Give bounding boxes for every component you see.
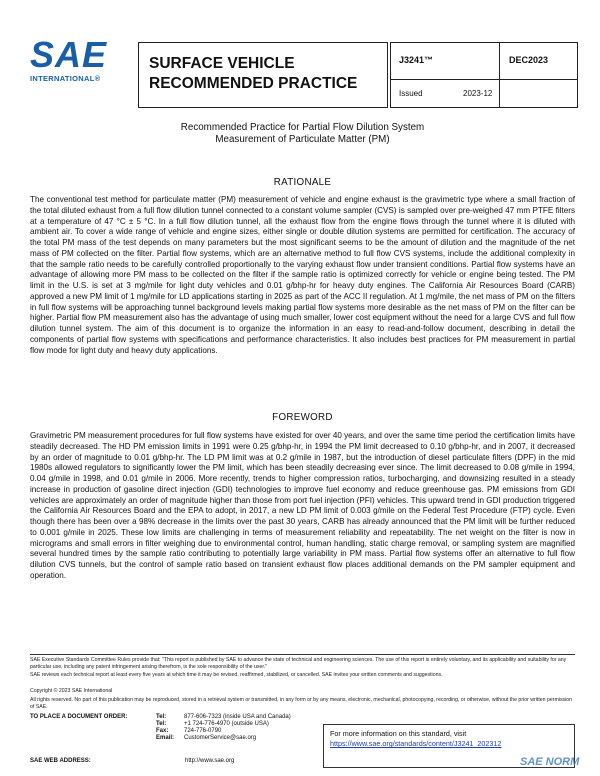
issued-label: Issued [399,89,423,98]
order-label: TO PLACE A DOCUMENT ORDER: [30,714,128,720]
doc-type-line2: RECOMMENDED PRACTICE [149,75,358,92]
email-address[interactable]: CustomerService@sae.org [184,735,257,741]
title-box [138,42,388,108]
rights-note: All rights reserved. No part of this publication may be reproduced, stored in a retrieval system or transmitted, in any form or by any means, electronic, mechanical, photocopying, recording, or otherwise, without the prior written permission of SAE. [30,697,573,710]
email-label: Email: [156,735,175,741]
foreword-text: Gravimetric PM measurement procedures for full flow systems have existed for over 40 years, and over the same time period the certification limits have steadily decreased. The HD PM emission limits in 1991 were 0.25 g/bhp-hr, in 1994 the PM limit decreased to 0.10 g/bhp-hr, and in 2007, it decreased by an order of magnitude to 0.01 g/bhp-hr. The LD PM limit was at 0.2 g/mile in 1987, but the introduction of diesel particulate filters (DPF) in the mid 1980s allowed regulators to significantly lower the PM limit, which has been steadily decreasing ever since. The limit decreased to 0.08 g/mile in 1994, 0.04 g/mile in 1998, and 0.01 g/mile in 2006. More recently, trends to higher compression ratios, turbocharging, and downsizing resulted in a steady increase in production of gasoline direct injection (GDI) technologies to improve fuel economy and reduce greenhouse gas. PM emissions from GDI vehicles are approximately an order of magnitude higher than those from port fuel injection (PFI) vehicles. This upward trend in GDI production triggered the California Air Resources Board and the EPA to adopt, in 2017, a new LD PM limit of 0.003 g/mile on the Federal Test Procedure (FTP) cycle. Even though there has been over a 98% decrease in the limits over the past 30 years, CARB has already announced that the PM limit will be further reduced to 0.001 g/mile in 2025. These low limits are challenging in terms of measurement reliability and repeatability. The net weight on the filter is now in micrograms and small errors in filter weighing due to environmental control, human handling, static charge removal, or sampling system are magnified several hundred times by the sample ratio contributing to potentially large variability in PM mass. Partial flow systems offer an alternative to full flow dilution CVS tunnels, but the control of sample ratio based on transient exhaust flow places additional demands on the PM sampler equipment and operation. [30,431,575,580]
document-header [30,28,575,110]
fax-label: Fax: [156,728,169,734]
copyright-note: Copyright © 2023 SAE International [30,688,113,694]
tel2-label: Tel: [156,721,167,727]
tel-usa[interactable]: 877-606-7323 (inside USA and Canada) [184,714,291,720]
web-label: SAE WEB ADDRESS: [30,758,91,764]
id-box [390,42,578,108]
sae-logo [30,36,130,106]
logo-subtext: INTERNATIONAL® [30,74,101,83]
logo-text: SAE [30,34,108,75]
web-address[interactable]: http://www.sae.org [185,758,235,764]
document-subtitle [30,122,575,146]
fax-number: 724-776-0790 [184,728,222,734]
doc-type-line1: SURFACE VEHICLE [149,55,295,72]
doc-number: J3241™ [399,55,434,65]
standard-link[interactable]: https://www.sae.org/standards/content/J3241_202312 [330,739,502,748]
review-note: SAE reviews each technical report at least every five years at which time it may be revised, reaffirmed, stabilized, or cancelled. SAE invites your written comments and suggestions. [30,672,443,678]
tel-label: Tel: [156,714,167,720]
foreword-heading: FOREWORD [272,412,333,423]
more-info-text: For more information on this standard, visit [330,729,467,738]
tel-intl[interactable]: +1 724-776-4970 (outside USA) [184,721,269,727]
rules-note: SAE Executive Standards Committee Rules provide that: "This report is published by SAE to advance the state of technical and engineering sciences. The use of this report is entirely voluntary, and its applicability and suitability for any particular use, including any patent infringement arising therefrom, is the sole responsibility of the user." [30,657,567,670]
subtitle-line2: Measurement of Particulate Matter (PM) [215,134,390,145]
rationale-heading: RATIONALE [273,177,332,188]
footer-rule [30,654,575,655]
doc-date: DEC2023 [509,55,549,65]
subtitle-line1: Recommended Practice for Partial Flow Dilution System [180,122,425,133]
issued-date: 2023-12 [463,89,493,98]
rationale-text: The conventional test method for particulate matter (PM) measurement of vehicle and engine exhaust is the gravimetric type where a small fraction of the total diluted exhaust from a full flow dilution tunnel connected to a constant volume sampler (CVS) is sampled over pre-weighed 47 mm PTFE filters at a temperature of 47 °C ± 5 °C. In a full flow dilution tunnel, all the exhaust flow from the engine flows through the tunnel where it is diluted with ambient air. To cover a wide range of vehicle and engine sizes, either single or double dilution systems are permitted for certification. The accuracy of the total PM mass of the test depends on many parameters but the most significant seems to be the amount of dilution and the magnitude of the net mass of PM collected on the filter. Partial flow systems, which are an alternative method to full flow CVS systems, include the additional complexity in that the sample ratio needs to be carefully controlled proportionally to the varying exhaust flow under transient conditions. Partial flow systems have an advantage of allowing more PM mass to be collected on the filter if the sample ratio is optimized correctly for vehicle or engine being tested. The PM limit in the U.S. is set at 3 mg/mile for light duty vehicles and 0.01 g/bhp-hr for heavy duty engines. The California Air Resources Board (CARB) approved a new PM limit of 1 mg/mile for LD applications starting in 2025 as part of the ACC II regulation. At 1 mg/mile, the net mass of PM on the filters in full flow systems will be approaching tunnel background levels making partial flow systems more desirable as the net mass of PM on the filter can be higher. Partial flow PM measurement also has the advantage of using much smaller, lower cost equipment without the need for a large CVS and full flow dilution tunnel system. The aim of this document is to organize the information in an easy to read-and-follow document, describing in detail the components of partial flow systems with specifications and performance characteristics. It also includes best practices for PM measurement in partial flow mode for light duty and heavy duty applications. [30,195,575,355]
watermark: SAE NORM [520,756,580,768]
order-contact [30,714,291,742]
